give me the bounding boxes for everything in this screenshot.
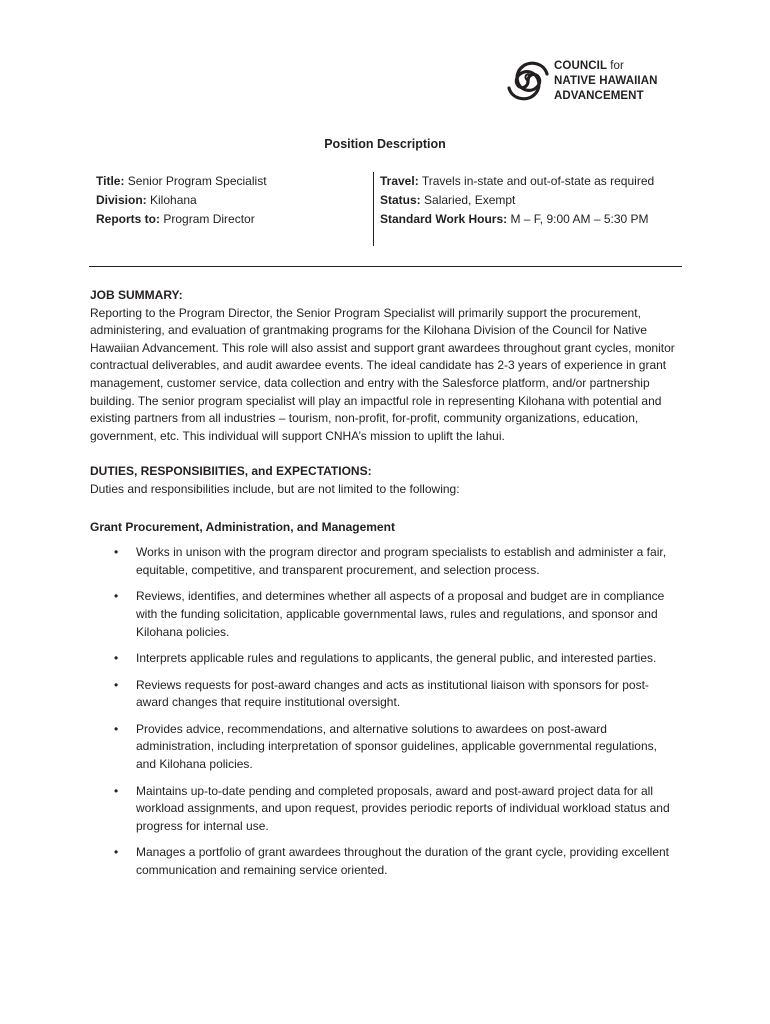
info-row-division	[96, 191, 267, 210]
list-item-text: Reviews, identifies, and determines whether all aspects of a proposal and budget are in compliance with the funding solicitation, applicable governmental laws, rules and regulations, and sponsor and Kilohana policies.	[136, 589, 665, 639]
list-item	[90, 721, 680, 774]
position-info-left	[96, 172, 267, 229]
bullet-icon: •	[114, 589, 119, 604]
list-item-text: Maintains up-to-date pending and completed proposals, award and post-award project data for all workload assignments, and upon request, provides periodic reports of individual workload status and progress for internal use.	[136, 783, 670, 833]
list-item-text: Reviews requests for post-award changes and acts as institutional liaison with sponsors for post-award changes that require institutional oversight.	[136, 677, 649, 710]
info-label: Division:	[96, 193, 147, 207]
info-value: M – F, 9:00 AM – 5:30 PM	[510, 212, 649, 226]
info-label: Reports to:	[96, 212, 160, 226]
bullet-icon: •	[114, 721, 119, 736]
info-label: Travel:	[380, 174, 419, 188]
duties-list	[90, 544, 680, 880]
list-item	[90, 783, 680, 836]
logo-line-1: COUNCIL	[554, 60, 607, 72]
bullet-icon: •	[114, 845, 119, 860]
bullet-icon: •	[114, 545, 119, 560]
logo-line-2: NATIVE HAWAIIAN	[554, 75, 658, 87]
logo-line-3: ADVANCEMENT	[554, 90, 644, 102]
bullet-icon: •	[114, 677, 119, 692]
list-item	[90, 588, 680, 641]
list-item-text: Provides advice, recommendations, and alternative solutions to awardees on post-award administration, including interpretation of sponsor guidelines, applicable governmental regulations, and Kilohana policies.	[136, 721, 657, 772]
list-item	[90, 844, 680, 879]
info-value: Salaried, Exempt	[424, 193, 516, 207]
info-row-status	[380, 191, 654, 210]
list-item	[90, 650, 680, 668]
list-item	[90, 544, 680, 579]
info-row-title	[96, 172, 267, 191]
grant-procurement-subheading: Grant Procurement, Administration, and Management	[90, 519, 395, 534]
list-item-text: Manages a portfolio of grant awardees throughout the duration of the grant cycle, providing excellent communication and remaining service oriented.	[136, 845, 669, 878]
info-row-work-hours	[380, 210, 654, 229]
info-row-travel	[380, 172, 654, 191]
document-body	[90, 287, 680, 889]
bullet-icon: •	[114, 651, 119, 666]
job-summary-text: Reporting to the Program Director, the Senior Program Specialist will primarily support the procurement, administering, and evaluation of grantmaking programs for the Kilohana Division of the Council for Native Hawaiian Advancement. This role will also assist and support grant awardees throughout grant cycles, monitor contractual deliverables, and audit awardee events. The ideal candidate has 2-3 years of experience in grant management, customer service, data collection and entry with the Salesforce platform, and/or partnership building. The senior program specialist will play an impactful role in representing Kilohana with potential and existing partners from all industries – tourism, non-profit, for-profit, community organizations, education, government, etc. This individual will support CNHA’s mission to uplift the lahui.	[90, 305, 675, 443]
duties-intro: Duties and responsibilities include, but are not limited to the following:	[90, 481, 460, 496]
job-summary-heading: JOB SUMMARY:	[90, 288, 183, 302]
logo-wordmark	[554, 59, 658, 104]
position-info-right	[380, 172, 654, 229]
cnha-logo	[506, 56, 686, 108]
info-value: Travels in-state and out-of-state as required	[421, 174, 655, 188]
logo-line-1-suffix: for	[610, 60, 624, 72]
info-label: Status:	[380, 193, 421, 207]
vertical-divider	[373, 172, 374, 246]
info-value: Program Director	[163, 212, 255, 226]
list-item	[90, 677, 680, 712]
info-value: Kilohana	[150, 193, 197, 207]
swirl-logo-icon	[506, 56, 550, 106]
info-label: Title:	[96, 174, 125, 188]
duties-heading: DUTIES, RESPONSIBIITIES, and EXPECTATIONS:	[90, 464, 372, 479]
document-title: Position Description	[324, 137, 446, 151]
bullet-icon: •	[114, 783, 119, 798]
list-item-text: Interprets applicable rules and regulations to applicants, the general public, and interested parties.	[136, 651, 657, 666]
info-label: Standard Work Hours:	[380, 212, 508, 226]
horizontal-divider	[89, 266, 682, 267]
info-value: Senior Program Specialist	[127, 174, 267, 188]
list-item-text: Works in unison with the program director and program specialists to establish and administer a fair, equitable, competitive, and transparent procurement, and selection process.	[136, 545, 667, 577]
info-row-reports-to	[96, 210, 267, 229]
